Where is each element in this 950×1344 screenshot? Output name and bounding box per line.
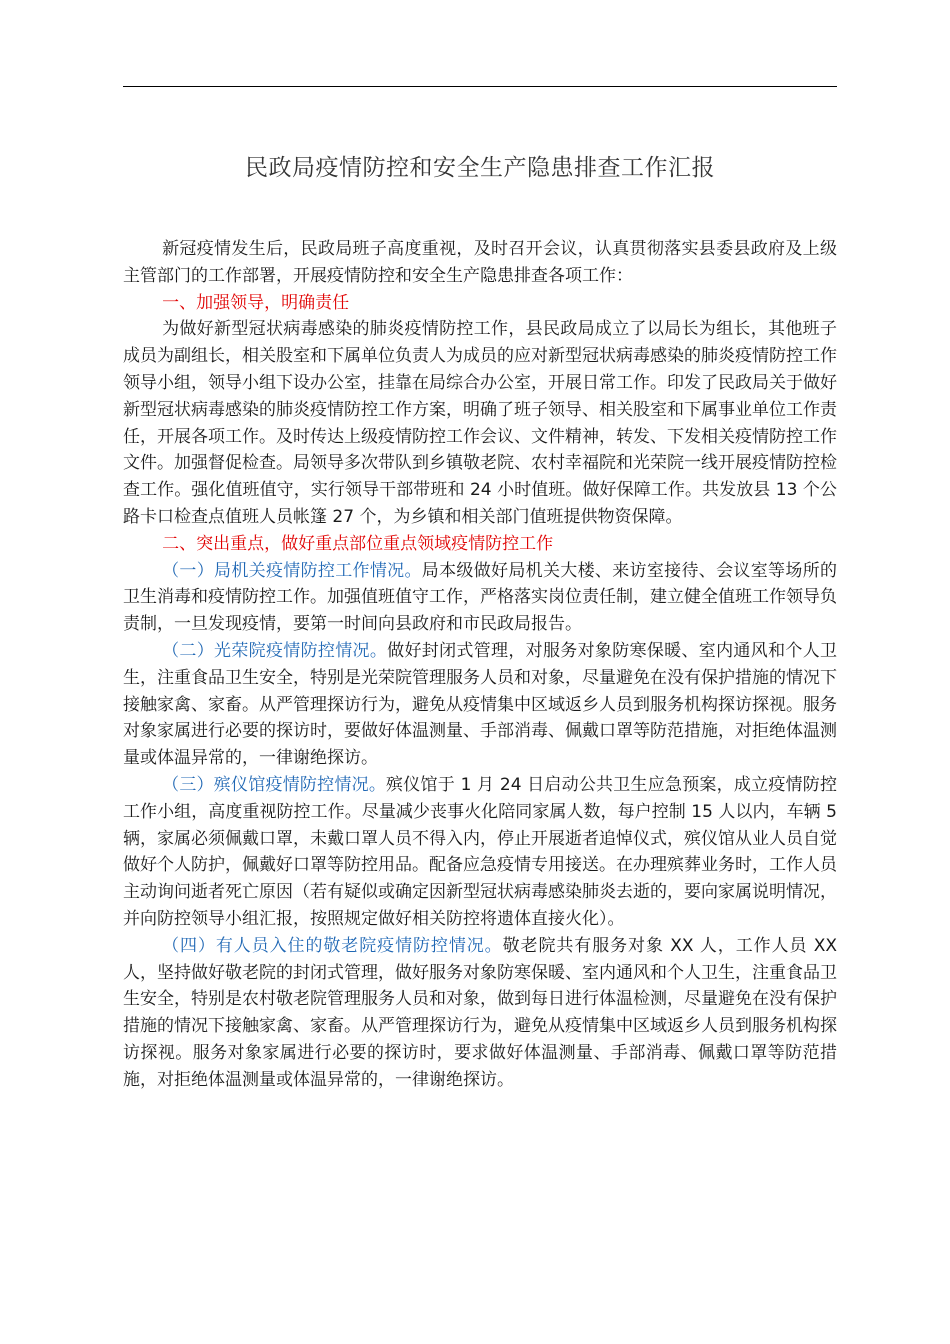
subsection-4-text: 敬老院共有服务对象 XX 人，工作人员 XX 人，坚持做好敬老院的封闭式管理，做好服务对象防寒保暖、室内通风和个人卫生，注重食品卫生安全，特别是农村敬老院管理服务人员和对象，做到每日进行体温检测，尽量避免在没有保护措施的情况下接触家禽、家畜。从严管理探访行为，避免从疫情集中区域返乡人员到服务机构探访探视。服务对象家属进行必要的探访时，要求做好体温测量、手部消毒、佩戴口罩等防范措施，对拒绝体温测量或体温异常的，一律谢绝探访。 [123,935,837,1090]
subsection-3-text: 殡仪馆于 1 月 24 日启动公共卫生应急预案，成立疫情防控工作小组，高度重视防控工作。尽量减少丧事火化陪同家属人数，每户控制 15 人以内，车辆 5 辆，家属必须佩戴口罩，未戴口罩人员不得入内，停止开展逝者追悼仪式，殡仪馆从业人员自觉做好个人防护，佩戴好口罩等防控用品。配备应急疫情专用接送。在办理殡葬业务时，工作人员主动询问逝者死亡原因（若有疑似或确定因新型冠状病毒感染肺炎去逝的，要向家属说明情况，并向防控领导小组汇报，按照规定做好相关防控将遗体直接火化）。 [123,774,838,929]
subsection-3-label: （三）殡仪馆疫情防控情况。 [162,774,387,795]
subsection-1-paragraph [123,558,837,638]
subsection-2-text: 做好封闭式管理，对服务对象防寒保暖、室内通风和个人卫生，注重食品卫生安全，特别是光荣院管理服务人员和对象，尽量避免在没有保护措施的情况下接触家禽、家畜。从严管理探访行为，避免从疫情集中区域返乡人员到服务机构探访探视。服务对象家属进行必要的探访时，要做好体温测量、手部消毒、佩戴口罩等防范措施，对拒绝体温测量或体温异常的，一律谢绝探访。 [123,640,838,769]
subsection-2-label: （二）光荣院疫情防控情况。 [162,640,388,661]
section-1-heading: 一、加强领导，明确责任 [162,292,350,313]
header-rule [123,86,837,87]
subsection-2-paragraph [123,638,837,772]
section-1-paragraph: 为做好新型冠状病毒感染的肺炎疫情防控工作，县民政局成立了以局长为组长，其他班子成员为副组长，相关股室和下属单位负责人为成员的应对新型冠状病毒感染的肺炎疫情防控工作领导小组，领导小组下设办公室，挂靠在局综合办公室，开展日常工作。印发了民政局关于做好新型冠状病毒感染的肺炎疫情防控工作方案，明确了班子领导、相关股室和下属事业单位工作责任，开展各项工作。及时传达上级疫情防控工作会议、文件精神，转发、下发相关疫情防控工作文件。加强督促检查。局领导多次带队到乡镇敬老院、农村幸福院和光荣院一线开展疫情防控检查工作。强化值班值守，实行领导干部带班和 24 小时值班。做好保障工作。共发放县 13 个公路卡口检查点值班人员帐篷 27 个，为乡镇和相关部门值班提供物资保障。 [123,319,837,527]
subsection-1-text: 局本级做好局机关大楼、来访室接待、会议室等场所的卫生消毒和疫情防控工作。加强值班值守工作，严格落实岗位责任制，建立健全值班工作领导负责制，一旦发现疫情，要第一时间向县政府和市民政局报告。 [123,560,838,635]
intro-paragraph: 新冠疫情发生后，民政局班子高度重视，及时召开会议，认真贯彻落实县委县政府及上级主管部门的工作部署，开展疫情防控和安全生产隐患排查各项工作： [123,239,837,286]
subsection-1-label: （一）局机关疫情防控工作情况。 [162,560,422,581]
page-title: 民政局疫情防控和安全生产隐患排查工作汇报 [245,155,715,181]
document-body [123,236,837,1094]
subsection-3-paragraph [123,772,837,933]
subsection-4-label: （四）有人员入住的敬老院疫情防控情况。 [162,935,503,956]
subsection-4-paragraph [123,933,837,1094]
section-2-heading: 二、突出重点，做好重点部位重点领域疫情防控工作 [162,533,554,554]
